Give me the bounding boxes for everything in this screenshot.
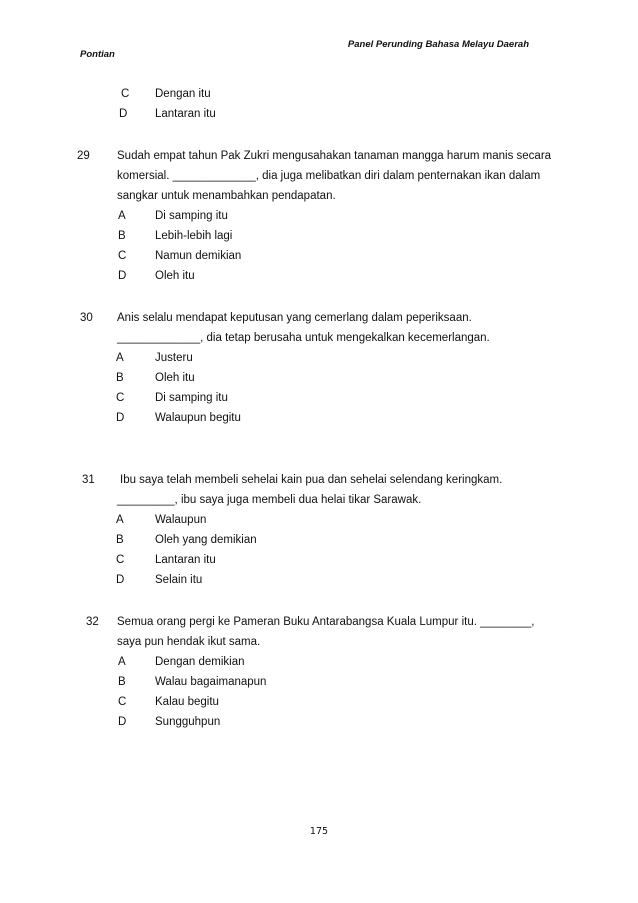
- option-letter: A: [116, 514, 124, 526]
- question-line: Semua orang pergi ke Pameran Buku Antarabangsa Kuala Lumpur itu. ________,: [117, 616, 535, 628]
- option-letter: D: [116, 412, 125, 424]
- question-number: 31: [82, 474, 95, 486]
- option-letter: B: [118, 676, 126, 688]
- option-letter: C: [118, 250, 127, 262]
- page-number: 175: [309, 826, 329, 837]
- question-line: _________, ibu saya juga membeli dua helai tikar Sarawak.: [117, 494, 422, 506]
- option-letter: C: [121, 88, 130, 100]
- option-text: Walaupun begitu: [155, 412, 241, 424]
- option-text: Lantaran itu: [155, 108, 216, 120]
- question-number: 30: [80, 312, 93, 324]
- option-letter: A: [118, 210, 126, 222]
- option-letter: D: [118, 270, 127, 282]
- option-text: Sungguhpun: [155, 716, 221, 728]
- option-text: Namun demikian: [155, 250, 242, 262]
- question-line: sangkar untuk menambahkan pendapatan.: [117, 190, 336, 202]
- question-number: 29: [77, 150, 90, 162]
- question-line: _____________, dia tetap berusaha untuk mengekalkan kecemerlangan.: [117, 332, 490, 344]
- option-text: Di samping itu: [155, 210, 228, 222]
- question-line: saya pun hendak ikut sama.: [117, 636, 261, 648]
- option-text: Selain itu: [155, 574, 203, 586]
- option-letter: B: [116, 534, 124, 546]
- option-text: Justeru: [155, 352, 193, 364]
- option-letter: A: [118, 656, 126, 668]
- question-line: Ibu saya telah membeli sehelai kain pua dan sehelai selendang keringkam.: [120, 474, 503, 486]
- option-text: Dengan demikian: [155, 656, 245, 668]
- option-text: Lantaran itu: [155, 554, 216, 566]
- option-text: Lebih-lebih lagi: [155, 230, 233, 242]
- option-letter: D: [119, 108, 128, 120]
- question-line: Sudah empat tahun Pak Zukri mengusahakan tanaman mangga harum manis secara: [117, 150, 552, 162]
- page-header-right: Panel Perunding Bahasa Melayu Daerah: [347, 39, 529, 50]
- option-text: Dengan itu: [155, 88, 211, 100]
- option-text: Oleh itu: [155, 270, 195, 282]
- option-text: Oleh yang demikian: [155, 534, 257, 546]
- question-number: 32: [86, 616, 99, 628]
- option-letter: D: [118, 716, 127, 728]
- option-text: Walaupun: [155, 514, 207, 526]
- question-line: komersial. _____________, dia juga melibatkan diri dalam penternakan ikan dalam: [117, 170, 541, 182]
- option-letter: D: [116, 574, 125, 586]
- option-letter: C: [118, 696, 127, 708]
- option-text: Di samping itu: [155, 392, 228, 404]
- option-letter: B: [116, 372, 124, 384]
- question-line: Anis selalu mendapat keputusan yang cemerlang dalam peperiksaan.: [117, 312, 472, 324]
- option-letter: B: [118, 230, 126, 242]
- option-text: Kalau begitu: [155, 696, 219, 708]
- option-letter: C: [116, 392, 125, 404]
- page-header-left: Pontian: [80, 49, 115, 60]
- option-text: Oleh itu: [155, 372, 195, 384]
- option-letter: C: [116, 554, 125, 566]
- option-letter: A: [116, 352, 124, 364]
- option-text: Walau bagaimanapun: [155, 676, 267, 688]
